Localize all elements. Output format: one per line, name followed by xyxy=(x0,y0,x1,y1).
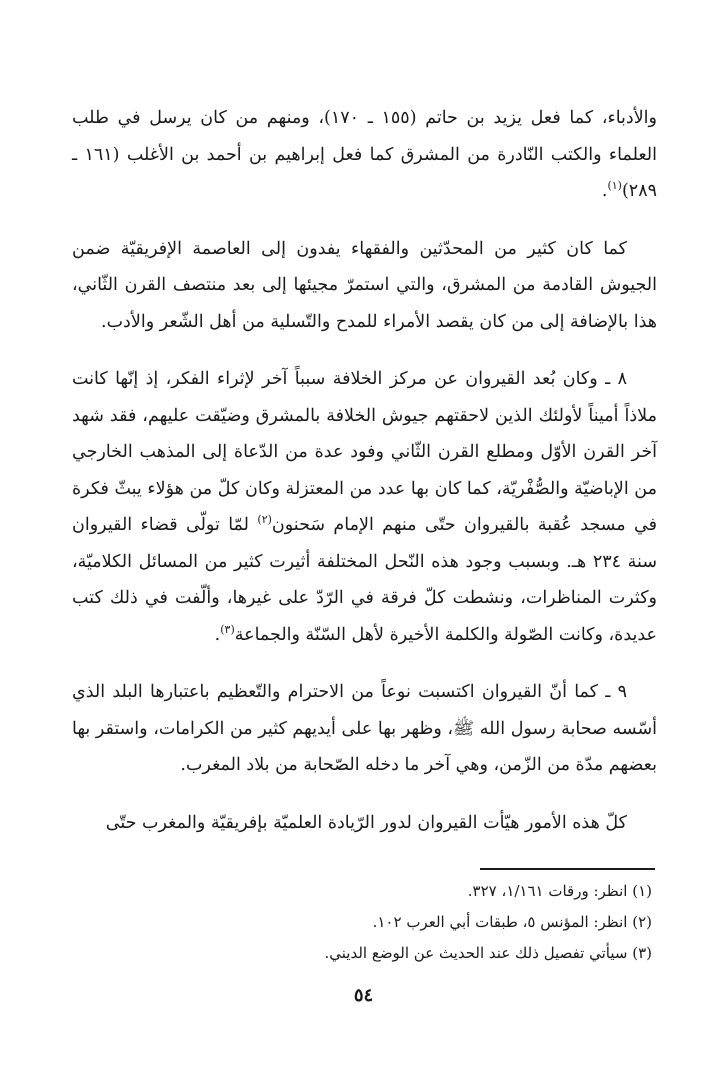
footnote-3: (٣) سيأتي تفصيل ذلك عند الحديث عن الوضع الديني. xyxy=(324,944,652,962)
footnote-2: (٢) انظر: المؤنس ٥، طبقات أبي العرب ١٠٢. xyxy=(372,913,652,931)
paragraph-2 xyxy=(72,231,657,341)
paragraph-5-text: كلّ هذه الأمور هيّأت القيروان لدور الرّيادة العلميّة بإفريقيّة والمغرب حتّى xyxy=(105,812,627,833)
paragraph-3-text-b: لمّا تولّى قضاء القيروان سنة ٢٣٤ هـ. وبسبب وجود هذه النّحل المختلفة أثيرت كثير من المسائل الكلاميّة، وكثرت المناظرات، ونشطت كلّ فرقة في الرّدّ على غيرها، وألّفت في ذلك كتب عديدة، وكانت الصّولة والكلمة الأخيرة لأهل السّنّة والجماعة xyxy=(72,515,658,645)
paragraph-3 xyxy=(72,361,657,653)
paragraph-1-text: والأدباء، كما فعل يزيد بن حاتم (١٥٥ ـ ١٧٠)، ومنهم من كان يرسل في طلب العلماء والكتب النّادرة من المشرق كما فعل إبراهيم بن أحمد بن الأغلب (١٦١ ـ ٢٨٩) xyxy=(72,108,657,201)
footnote-ref-3[interactable]: (٣) xyxy=(220,622,235,636)
page-number: ٥٤ xyxy=(353,985,374,1006)
paragraph-3-text-a: ٨ ـ وكان بُعد القيروان عن مركز الخلافة سبباً آخر لإثراء الفكر، إذ إنّها كانت ملاذاً أميناً لأولئك الذين لاحقتهم جيوش الخلافة بالمشرق وضيّقت عليهم، فقد شهد آخر القرن الأوّل ومطلع القرن الثّاني وفود عدة من الدّعاة إلى المذهب الخارجي من الإباضيّة والصُّفْريّة، كما كان بها عدد من المعتزلة وكان كلّ من هؤلاء يبثّ فكرة في مسجد عُقبة بالقيروان حتّى منهم الإمام سَحنون xyxy=(72,369,657,535)
paragraph-4-text: ٩ ـ كما أنّ القيروان اكتسبت نوعاً من الاحترام والتّعظيم باعتبارها البلد الذي أسّسه صحابة رسول الله ﷺ، وظهر بها على أيديهم كثير من الكرامات، واستقر بها بعضهم مدّة من الزّمن، وهي آخر ما دخله الصّحابة من بلاد المغرب. xyxy=(72,682,657,775)
paragraph-5 xyxy=(72,805,657,842)
paragraph-1-end: . xyxy=(601,181,608,201)
main-text xyxy=(72,100,657,841)
paragraph-4 xyxy=(72,674,657,784)
paragraph-2-text: كما كان كثير من المحدّثين والفقهاء يفدون إلى العاصمة الإفريقيّة ضمن الجيوش القادمة من المشرق، والتي استمرّ مجيئها إلى بعد منتصف القرن الثّاني، هذا بالإضافة إلى من كان يقصد الأمراء للمدح والتّسلية من أهل الشّعر والأدب. xyxy=(72,238,657,332)
footnote-separator xyxy=(480,868,655,870)
footnote-1: (١) انظر: ورقات ١/١٦١، ٣٢٧. xyxy=(467,882,652,900)
footnotes xyxy=(100,876,652,969)
footnote-ref-2[interactable]: (٢) xyxy=(257,513,272,527)
footnote-ref-1[interactable]: (١) xyxy=(607,179,622,193)
paragraph-1 xyxy=(72,100,657,210)
paragraph-3-end: . xyxy=(214,624,221,645)
